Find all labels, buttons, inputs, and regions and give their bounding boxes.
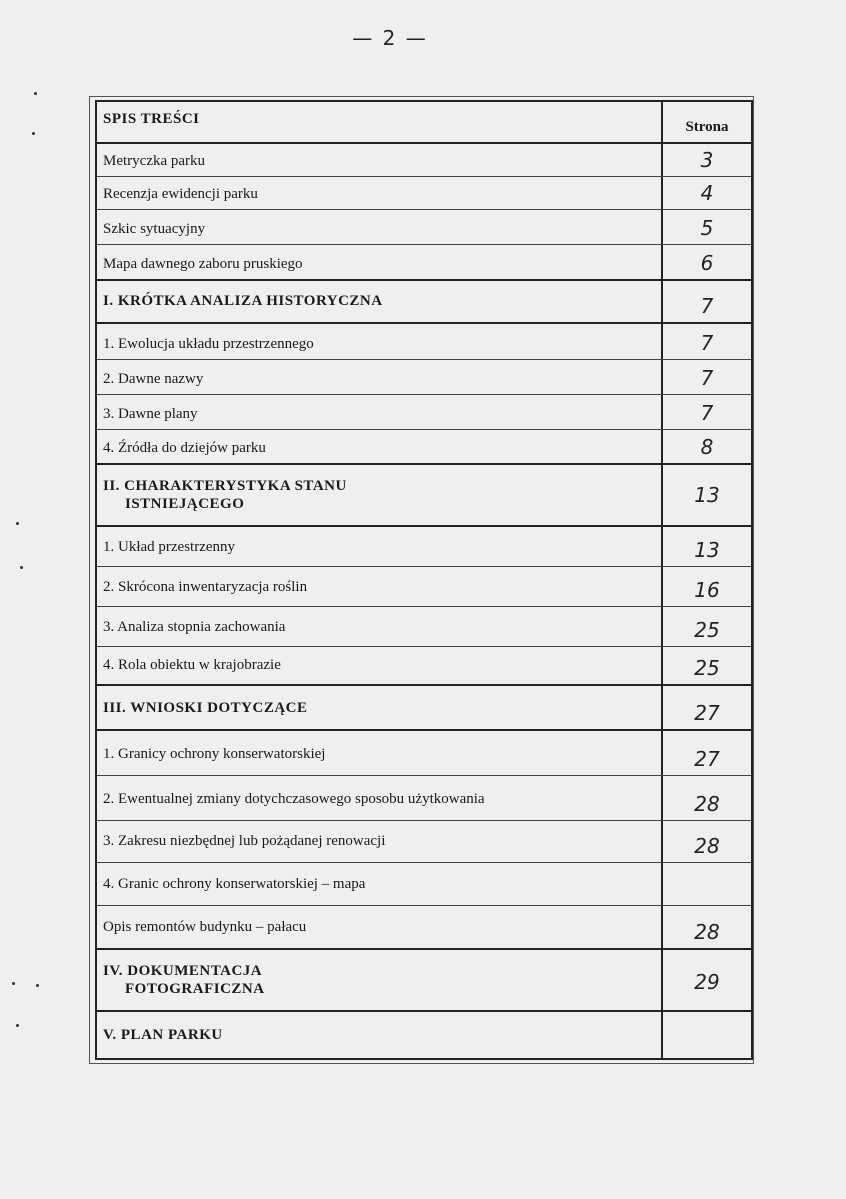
toc-section-title-line2: FOTOGRAFICZNA xyxy=(125,981,265,997)
toc-entry-page: 25 xyxy=(694,656,720,680)
toc-row xyxy=(97,731,751,776)
toc-entry-page: 4 xyxy=(700,181,714,205)
toc-entry-title: Opis remontów budynku – pałacu xyxy=(103,919,307,935)
toc-entry-title: Recenzja ewidencji parku xyxy=(103,186,258,202)
toc-entry-page: 3 xyxy=(700,148,714,172)
toc-entry-title: Metryczka parku xyxy=(103,153,206,169)
toc-entry-title: 1. Granicy ochrony konserwatorskiej xyxy=(103,746,326,762)
toc-entry-page: 28 xyxy=(694,920,720,944)
toc-row xyxy=(97,863,751,906)
scan-mark xyxy=(36,984,39,987)
toc-heading: SPIS TREŚCI xyxy=(103,111,200,127)
toc-entry-title: 1. Układ przestrzenny xyxy=(103,539,236,555)
toc-section-title-line2: ISTNIEJĄCEGO xyxy=(125,496,245,512)
toc-entry-title: 1. Ewolucja układu przestrzennego xyxy=(103,336,314,352)
toc-entry-title: 2. Skrócona inwentaryzacja roślin xyxy=(103,579,308,595)
toc-entry-title: 3. Dawne plany xyxy=(103,406,198,422)
toc-entry-page: 7 xyxy=(700,331,714,355)
toc-entry-title: 4. Granic ochrony konserwatorskiej – mapa xyxy=(103,876,366,892)
toc-section-row xyxy=(97,281,751,324)
toc-entry-page: 7 xyxy=(700,294,714,318)
toc-row xyxy=(97,527,751,567)
toc-entry-page: 7 xyxy=(700,401,714,425)
toc-entry-page: 27 xyxy=(694,747,720,771)
toc-entry-page: 27 xyxy=(694,701,720,725)
toc-row xyxy=(97,360,751,395)
toc-row xyxy=(97,144,751,177)
toc-entry-page: 28 xyxy=(694,792,720,816)
toc-entry-title: 4. Rola obiektu w krajobrazie xyxy=(103,657,281,673)
table-of-contents xyxy=(95,100,753,1060)
toc-entry-page: 5 xyxy=(700,216,714,240)
toc-entry-title: 2. Ewentualnej zmiany dotychczasowego sposobu użytkowania xyxy=(103,791,485,807)
toc-entry-page: 13 xyxy=(694,483,720,507)
scan-mark xyxy=(32,132,35,135)
toc-section-title: III. WNIOSKI DOTYCZĄCE xyxy=(103,700,308,716)
toc-entry-page: 7 xyxy=(700,366,714,390)
toc-row xyxy=(97,245,751,281)
toc-entry-title: Szkic sytuacyjny xyxy=(103,221,206,237)
toc-entry-page: 29 xyxy=(694,970,720,994)
toc-row xyxy=(97,324,751,360)
toc-row xyxy=(97,647,751,686)
toc-section-title xyxy=(103,962,653,998)
toc-entry-page: 25 xyxy=(694,618,720,642)
scan-mark xyxy=(34,92,37,95)
toc-header-row xyxy=(97,102,751,144)
scan-mark xyxy=(12,982,15,985)
toc-section-row xyxy=(97,465,751,527)
toc-entry-page: 8 xyxy=(700,435,714,459)
toc-section-title: I. KRÓTKA ANALIZA HISTORYCZNA xyxy=(103,293,383,309)
toc-section-title-line1: IV. DOKUMENTACJA xyxy=(103,963,263,979)
toc-section-title-line1: II. CHARAKTERYSTYKA STANU xyxy=(103,478,347,494)
toc-row xyxy=(97,776,751,821)
scan-mark xyxy=(16,522,19,525)
toc-entry-page: 28 xyxy=(694,834,720,858)
toc-row xyxy=(97,567,751,607)
toc-entry-page: 16 xyxy=(694,578,720,602)
toc-row xyxy=(97,430,751,465)
page-column-heading: Strona xyxy=(685,119,729,135)
toc-row xyxy=(97,395,751,430)
toc-section-title xyxy=(103,477,653,513)
toc-section-title: V. PLAN PARKU xyxy=(103,1027,223,1043)
toc-entry-title: 2. Dawne nazwy xyxy=(103,371,204,387)
toc-row xyxy=(97,607,751,647)
toc-row xyxy=(97,821,751,863)
page-number: — 2 — xyxy=(352,26,428,50)
toc-entry-title: 4. Źródła do dziejów parku xyxy=(103,440,266,456)
toc-entry-page: 6 xyxy=(700,251,714,275)
toc-row xyxy=(97,906,751,950)
toc-entry-page: 13 xyxy=(694,538,720,562)
toc-section-row xyxy=(97,1012,751,1060)
toc-row xyxy=(97,177,751,210)
toc-entry-title: 3. Zakresu niezbędnej lub pożądanej renowacji xyxy=(103,833,386,849)
toc-row xyxy=(97,210,751,245)
scan-mark xyxy=(20,566,23,569)
toc-section-row xyxy=(97,950,751,1012)
toc-entry-title: Mapa dawnego zaboru pruskiego xyxy=(103,256,303,272)
scan-mark xyxy=(16,1024,19,1027)
toc-section-row xyxy=(97,686,751,731)
toc-entry-title: 3. Analiza stopnia zachowania xyxy=(103,619,286,635)
